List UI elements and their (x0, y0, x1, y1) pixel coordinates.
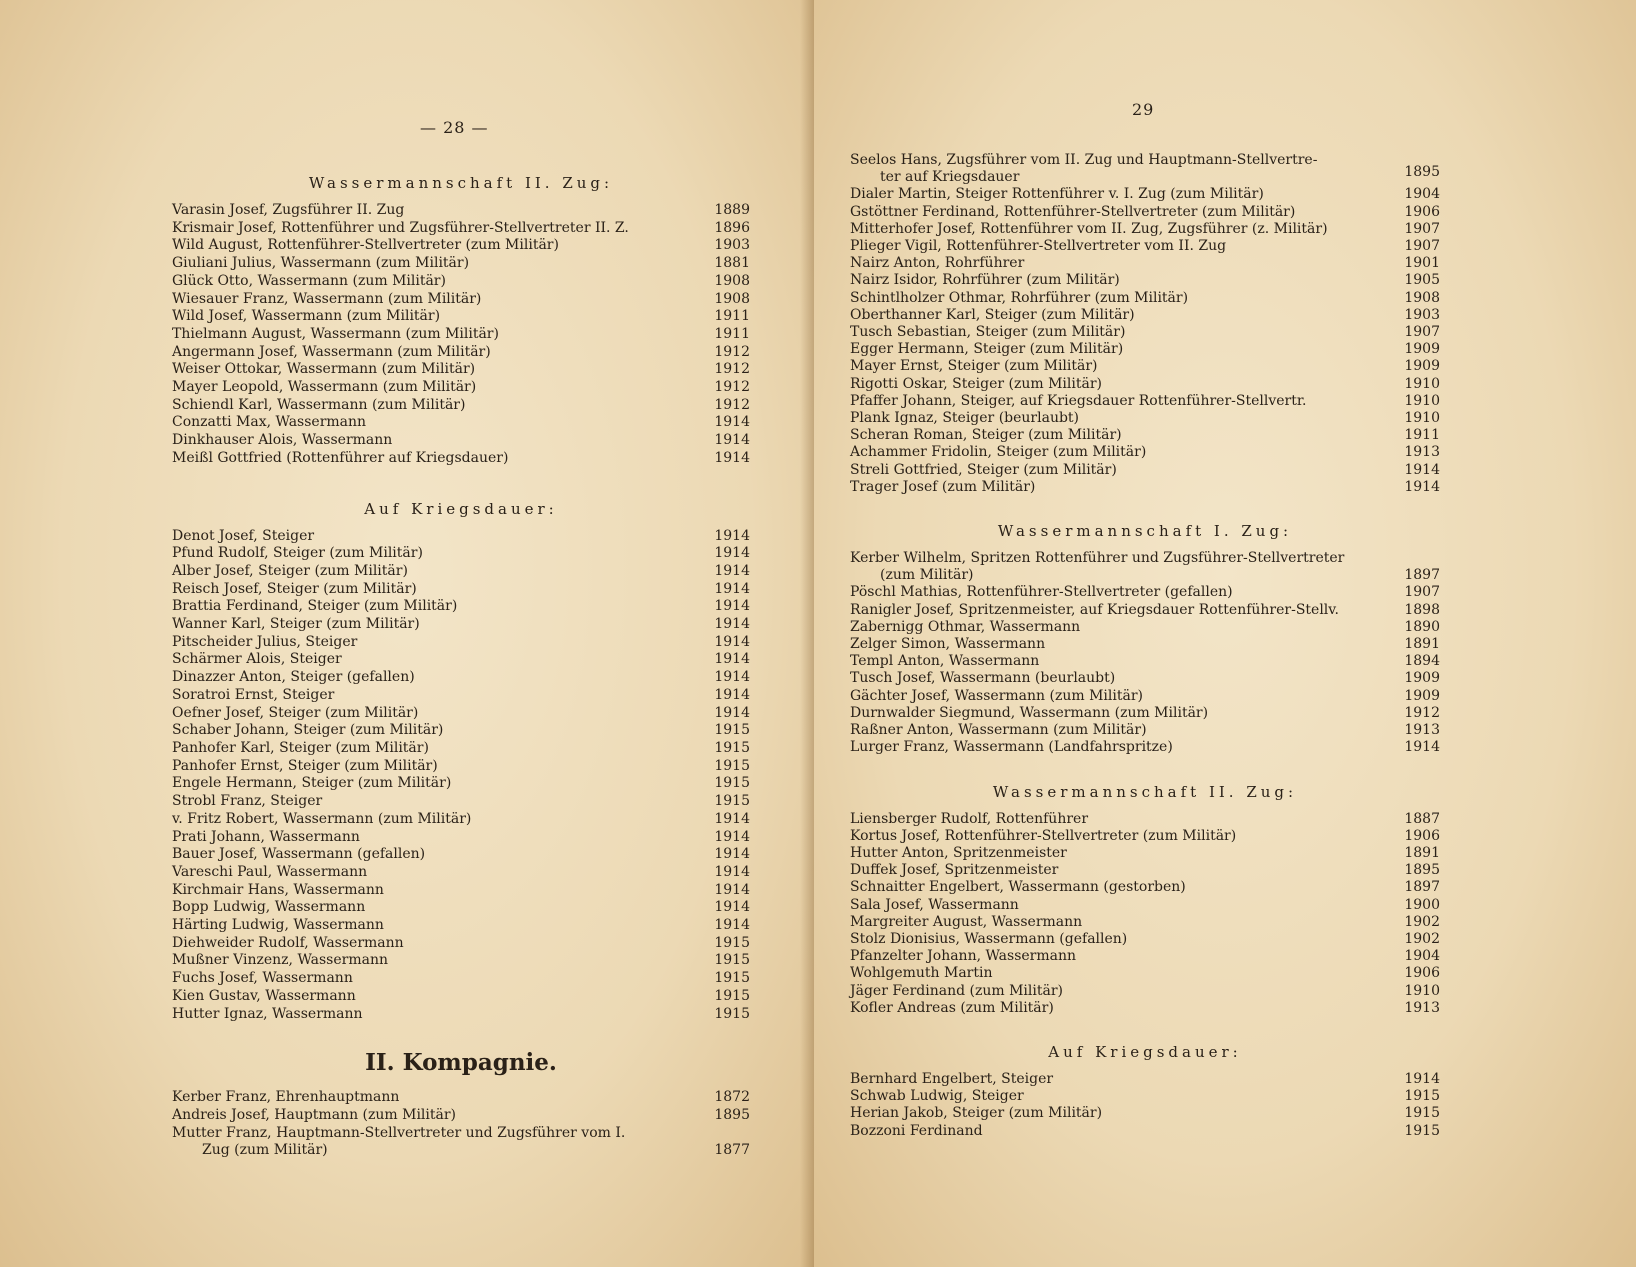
entry-year: 1914 (714, 881, 750, 898)
entry-year: 1914 (714, 863, 750, 880)
entry-year: 1912 (1404, 704, 1440, 721)
entry-name: Soratroi Ernst, Steiger (172, 686, 335, 703)
entry-name: Templ Anton, Wassermann (850, 653, 1040, 670)
entry-name: Kerber Franz, Ehrenhauptmann (172, 1089, 400, 1106)
list-item (172, 669, 750, 687)
entry-year: 1914 (714, 846, 750, 863)
entry-list (850, 811, 1440, 1017)
entry-year: 1914 (714, 810, 750, 827)
list-item (172, 793, 750, 811)
entry-name: Schiendl Karl, Wassermann (zum Militär) (172, 396, 466, 413)
entry-year: 1902 (1404, 930, 1440, 947)
list-item (172, 829, 750, 847)
list-item (850, 204, 1440, 221)
entry-name: Hutter Anton, Spritzenmeister (850, 844, 1067, 861)
list-item (850, 186, 1440, 203)
entry-name: Schwab Ludwig, Steiger (850, 1088, 1024, 1105)
list-item (850, 221, 1440, 238)
entry-year: 1914 (714, 414, 750, 431)
entry-name: Ranigler Josef, Spritzenmeister, auf Kriegsdauer Rottenführer-Stellv. (850, 601, 1339, 618)
entry-name: Jäger Ferdinand (zum Militär) (850, 982, 1063, 999)
entry-name: Meißl Gottfried (Rottenführer auf Kriegsdauer) (172, 449, 509, 466)
list-item (850, 619, 1440, 636)
entry-year: 1894 (1404, 653, 1440, 670)
entry-name: Panhofer Ernst, Steiger (zum Militär) (172, 757, 438, 774)
entry-name: Bernhard Engelbert, Steiger (850, 1070, 1054, 1087)
list-item (172, 846, 750, 864)
entry-year: 1911 (714, 308, 750, 325)
list-item (850, 1000, 1440, 1017)
entry-name: Egger Hermann, Steiger (zum Militär) (850, 341, 1124, 358)
list-item (172, 432, 750, 450)
entry-name: Schnaitter Engelbert, Wassermann (gestorben) (850, 879, 1186, 896)
entry-year: 1914 (1404, 461, 1440, 478)
list-item (850, 324, 1440, 341)
entry-list (850, 1071, 1440, 1140)
entry-year: 1914 (714, 633, 750, 650)
entry-name: Kerber Wilhelm, Spritzen Rottenführer und Zugsführer-Stellvertreter (zum Militär) (850, 550, 1345, 584)
entry-year: 1906 (1404, 827, 1440, 844)
list-item (172, 775, 750, 793)
entry-year: 1906 (1404, 965, 1440, 982)
list-item (172, 864, 750, 882)
left-page-content (172, 168, 750, 1160)
list-item (850, 931, 1440, 948)
entry-year: 1891 (1404, 844, 1440, 861)
entry-name: Mutter Franz, Hauptmann-Stellvertreter und Zugsführer vom I. Zug (zum Militär) (172, 1124, 626, 1159)
entry-name: Gstöttner Ferdinand, Rottenführer-Stellvertreter (zum Militär) (850, 203, 1296, 220)
entry-name: Gächter Josef, Wassermann (zum Militär) (850, 687, 1143, 704)
entry-year: 1905 (1404, 272, 1440, 289)
list-item (850, 1071, 1440, 1088)
list-item (172, 202, 750, 220)
entry-name: Prati Johann, Wassermann (172, 828, 360, 845)
entry-name: Angermann Josef, Wassermann (zum Militär) (172, 343, 491, 360)
list-item (850, 255, 1440, 272)
entry-year: 1915 (714, 775, 750, 792)
entry-name: Nairz Isidor, Rohrführer (zum Militär) (850, 272, 1120, 289)
list-item (850, 828, 1440, 845)
entry-name: Diehweider Rudolf, Wassermann (172, 934, 404, 951)
entry-year: 1907 (1404, 220, 1440, 237)
entry-year: 1912 (714, 396, 750, 413)
list-item (850, 376, 1440, 393)
entry-name: Kofler Andreas (zum Militär) (850, 999, 1054, 1016)
page-number: 29 (1132, 100, 1155, 119)
entry-year: 1914 (714, 545, 750, 562)
entry-name: Seelos Hans, Zugsführer vom II. Zug und Hauptmann-Stellvertre- ter auf Kriegsdauer (850, 152, 1318, 186)
entry-year: 1909 (1404, 358, 1440, 375)
list-item (172, 379, 750, 397)
entry-year: 1910 (1404, 375, 1440, 392)
list-item (172, 1006, 750, 1024)
entry-year: 1909 (1404, 670, 1440, 687)
entry-year: 1909 (1404, 687, 1440, 704)
list-item (172, 598, 750, 616)
entry-year: 1914 (714, 616, 750, 633)
entry-list (850, 186, 1440, 496)
entry-year: 1915 (1404, 1105, 1440, 1122)
entry-name: Oefner Josef, Steiger (zum Militär) (172, 704, 419, 721)
entry-year: 1910 (1404, 392, 1440, 409)
list-item (850, 341, 1440, 358)
entry-year: 1915 (714, 934, 750, 951)
entry-year: 1908 (714, 290, 750, 307)
list-item (172, 1107, 750, 1125)
list-item (172, 237, 750, 255)
entry-year: 1895 (1404, 862, 1440, 879)
entry-name: Kortus Josef, Rottenführer-Stellvertreter (zum Militär) (850, 827, 1237, 844)
entry-year: 1915 (714, 1005, 750, 1022)
entry-name: Wiesauer Franz, Wassermann (zum Militär) (172, 290, 482, 307)
entry-year: 1915 (1404, 1122, 1440, 1139)
entry-name: Dinkhauser Alois, Wassermann (172, 432, 393, 449)
entry-year: 1912 (714, 343, 750, 360)
entry-year: 1877 (714, 1141, 750, 1158)
list-item (850, 358, 1440, 375)
list-item (850, 479, 1440, 496)
entry-year: 1914 (714, 449, 750, 466)
entry-list (172, 202, 750, 468)
list-item (850, 290, 1440, 307)
entry-year: 1903 (1404, 306, 1440, 323)
entry-name: Schärmer Alois, Steiger (172, 651, 342, 668)
entry-year: 1889 (714, 202, 750, 218)
list-item (850, 584, 1440, 601)
list-item (850, 393, 1440, 410)
entry-year: 1900 (1404, 896, 1440, 913)
entry-name: Kien Gustav, Wassermann (172, 987, 356, 1004)
entry-name: Zabernigg Othmar, Wassermann (850, 618, 1081, 635)
entry-year: 1898 (1404, 601, 1440, 618)
entry-year: 1914 (714, 562, 750, 579)
entry-name: Fuchs Josef, Wassermann (172, 970, 353, 987)
list-item (850, 670, 1440, 687)
list-item (850, 965, 1440, 982)
entry-year: 1904 (1404, 186, 1440, 203)
entry-name: Schaber Johann, Steiger (zum Militär) (172, 722, 444, 739)
entry-name: Liensberger Rudolf, Rottenführer (850, 810, 1089, 827)
entry-name: Giuliani Julius, Wassermann (zum Militär) (172, 255, 470, 272)
entry-name: Scheran Roman, Steiger (zum Militär) (850, 427, 1122, 444)
list-item (172, 273, 750, 291)
entry-name: Denot Josef, Steiger (172, 527, 315, 544)
list-item (850, 653, 1440, 670)
list-item (172, 616, 750, 634)
entry-name: Bopp Ludwig, Wassermann (172, 899, 366, 916)
entry-name: Wild Josef, Wassermann (zum Militär) (172, 308, 441, 325)
list-item (850, 914, 1440, 931)
entry-name: Raßner Anton, Wassermann (zum Militär) (850, 722, 1147, 739)
list-item (850, 307, 1440, 324)
entry-year: 1914 (714, 704, 750, 721)
entry-name: Reisch Josef, Steiger (zum Militär) (172, 580, 417, 597)
entry-name: Conzatti Max, Wassermann (172, 414, 367, 431)
entry-name: Mußner Vinzenz, Wassermann (172, 952, 388, 969)
entry-name: Wanner Karl, Steiger (zum Militär) (172, 616, 420, 633)
list-item (850, 705, 1440, 722)
entry-year: 1914 (714, 899, 750, 916)
entry-year: 1914 (1404, 739, 1440, 756)
entry-year: 1903 (714, 237, 750, 254)
list-item (172, 882, 750, 900)
entry-name: Hutter Ignaz, Wassermann (172, 1005, 363, 1022)
entry-name: Sala Josef, Wassermann (850, 896, 1019, 913)
list-item (850, 410, 1440, 427)
list-item (850, 272, 1440, 289)
list-item (850, 722, 1440, 739)
entry-name: Varasin Josef, Zugsführer II. Zug (172, 202, 405, 218)
entry-year: 1901 (1404, 255, 1440, 272)
entry-name: Wild August, Rottenführer-Stellvertreter (zum Militär) (172, 237, 559, 254)
entry-year: 1909 (1404, 341, 1440, 358)
entry-year: 1907 (1404, 238, 1440, 255)
list-item (172, 326, 750, 344)
entry-year: 1890 (1404, 618, 1440, 635)
entry-name: Glück Otto, Wassermann (zum Militär) (172, 272, 446, 289)
entry-name: Weiser Ottokar, Wassermann (zum Militär) (172, 361, 476, 378)
section-title: Wassermannschaft II. Zug: (992, 782, 1298, 801)
entry-name: Stolz Dionisius, Wassermann (gefallen) (850, 930, 1128, 947)
entry-name: Tusch Sebastian, Steiger (zum Militär) (850, 324, 1126, 341)
list-item (172, 414, 750, 432)
list-item (172, 705, 750, 723)
entry-name: Bozzoni Ferdinand (850, 1122, 983, 1139)
entry-name: Plank Ignaz, Steiger (beurlaubt) (850, 410, 1080, 427)
entry-year: 1891 (1404, 636, 1440, 653)
list-item (850, 845, 1440, 862)
list-item (850, 238, 1440, 255)
entry-name: Thielmann August, Wassermann (zum Militär) (172, 325, 499, 342)
list-item (850, 862, 1440, 879)
entry-name: Panhofer Karl, Steiger (zum Militär) (172, 739, 429, 756)
entry-name: Dinazzer Anton, Steiger (gefallen) (172, 669, 415, 686)
list-item (172, 988, 750, 1006)
entry-year: 1915 (1404, 1088, 1440, 1105)
entry-year: 1914 (714, 527, 750, 544)
list-item (172, 740, 750, 758)
entry-year: 1908 (714, 272, 750, 289)
list-item (172, 899, 750, 917)
section-title: Wassermannschaft I. Zug: (997, 522, 1293, 541)
entry-year: 1914 (714, 686, 750, 703)
entry-name: Pfund Rudolf, Steiger (zum Militär) (172, 545, 423, 562)
list-item (850, 427, 1440, 444)
entry-year: 1895 (714, 1106, 750, 1123)
list-item (850, 879, 1440, 896)
entry-year: 1895 (1404, 164, 1440, 180)
section-title: Auf Kriegsdauer: (364, 499, 558, 518)
entry-year: 1896 (714, 219, 750, 236)
entry-name: Pitscheider Julius, Steiger (172, 633, 358, 650)
list-item (850, 602, 1440, 619)
list-item (172, 450, 750, 468)
entry-list (172, 528, 750, 1024)
entry-year: 1915 (714, 739, 750, 756)
list-item (850, 948, 1440, 965)
entry-year: 1887 (1404, 810, 1440, 827)
list-item (850, 811, 1440, 828)
entry-name: Engele Hermann, Steiger (zum Militär) (172, 775, 452, 792)
entry-list (172, 1089, 750, 1124)
list-item (850, 550, 1440, 584)
list-item (172, 528, 750, 546)
entry-name: Oberthanner Karl, Steiger (zum Militär) (850, 306, 1135, 323)
entry-year: 1913 (1404, 722, 1440, 739)
entry-name: v. Fritz Robert, Wassermann (zum Militär) (172, 810, 472, 827)
entry-year: 1915 (714, 757, 750, 774)
entry-name: Herian Jakob, Steiger (zum Militär) (850, 1105, 1103, 1122)
entry-year: 1914 (714, 598, 750, 615)
section-title: Wassermannschaft II. Zug: (308, 174, 614, 192)
entry-name: Mayer Ernst, Steiger (zum Militär) (850, 358, 1098, 375)
list-item (850, 897, 1440, 914)
list-item (172, 651, 750, 669)
entry-name: Pfaffer Johann, Steiger, auf Kriegsdauer Rottenführer-Stellvertr. (850, 392, 1307, 409)
entry-name: Mayer Leopold, Wassermann (zum Militär) (172, 379, 477, 396)
entry-name: Krismair Josef, Rottenführer und Zugsführer-Stellvertreter II. Z. (172, 219, 629, 236)
list-item (172, 545, 750, 563)
entry-name: Alber Josef, Steiger (zum Militär) (172, 562, 408, 579)
entry-year: 1914 (1404, 1070, 1440, 1087)
list-item (850, 1123, 1440, 1140)
entry-year: 1911 (1404, 427, 1440, 444)
list-item (172, 1089, 750, 1107)
entry-year: 1915 (714, 793, 750, 810)
entry-year: 1897 (1404, 879, 1440, 896)
list-item (850, 444, 1440, 461)
entry-name: Kirchmair Hans, Wassermann (172, 881, 384, 898)
list-item (172, 563, 750, 581)
list-item (850, 152, 1440, 186)
list-item (172, 758, 750, 776)
entry-name: Plieger Vigil, Rottenführer-Stellvertreter vom II. Zug (850, 238, 1227, 255)
entry-year: 1914 (1404, 478, 1440, 495)
entry-year: 1914 (714, 580, 750, 597)
entry-year: 1911 (714, 325, 750, 342)
entry-year: 1907 (1404, 584, 1440, 601)
list-item (172, 687, 750, 705)
list-item (172, 634, 750, 652)
entry-name: Rigotti Oskar, Steiger (zum Militär) (850, 375, 1102, 392)
list-item (172, 361, 750, 379)
list-item (172, 220, 750, 238)
entry-year: 1914 (714, 669, 750, 686)
entry-name: Härting Ludwig, Wassermann (172, 917, 384, 934)
entry-name: Wohlgemuth Martin (850, 965, 993, 982)
entry-year: 1912 (714, 379, 750, 396)
entry-name: Trager Josef (zum Militär) (850, 478, 1036, 495)
entry-year: 1915 (714, 722, 750, 739)
list-item (850, 739, 1440, 756)
list-item (172, 1125, 750, 1160)
entry-year: 1906 (1404, 203, 1440, 220)
list-item (850, 1105, 1440, 1122)
entry-name: Lurger Franz, Wassermann (Landfahrspritze) (850, 739, 1173, 756)
entry-name: Dialer Martin, Steiger Rottenführer v. I. Zug (zum Militär) (850, 186, 1264, 203)
list-item (850, 1088, 1440, 1105)
entry-name: Pöschl Mathias, Rottenführer-Stellvertreter (gefallen) (850, 584, 1233, 601)
entry-name: Streli Gottfried, Steiger (zum Militär) (850, 461, 1117, 478)
entry-year: 1897 (1404, 567, 1440, 584)
entry-year: 1915 (714, 952, 750, 969)
list-item (172, 581, 750, 599)
list-item (172, 952, 750, 970)
list-item (172, 722, 750, 740)
right-page (814, 0, 1636, 1267)
entry-year: 1915 (714, 970, 750, 987)
entry-year: 1914 (714, 828, 750, 845)
page-number: — 28 — (420, 118, 489, 137)
entry-year: 1914 (714, 651, 750, 668)
list-item (172, 811, 750, 829)
entry-year: 1904 (1404, 948, 1440, 965)
entry-name: Schintlholzer Othmar, Rohrführer (zum Militär) (850, 289, 1189, 306)
entry-list (850, 584, 1440, 756)
entry-year: 1907 (1404, 324, 1440, 341)
right-page-content (850, 152, 1440, 1140)
entry-year: 1902 (1404, 913, 1440, 930)
entry-name: Nairz Anton, Rohrführer (850, 255, 1025, 272)
list-item (172, 308, 750, 326)
entry-year: 1915 (714, 987, 750, 1004)
entry-year: 1912 (714, 361, 750, 378)
entry-year: 1910 (1404, 982, 1440, 999)
list-item (172, 917, 750, 935)
list-item (850, 636, 1440, 653)
list-item (850, 983, 1440, 1000)
entry-year: 1908 (1404, 289, 1440, 306)
entry-name: Duffek Josef, Spritzenmeister (850, 862, 1059, 879)
entry-name: Zelger Simon, Wassermann (850, 636, 1046, 653)
list-item (172, 291, 750, 309)
list-item (172, 397, 750, 415)
entry-name: Durnwalder Siegmund, Wassermann (zum Militär) (850, 704, 1209, 721)
entry-year: 1872 (714, 1089, 750, 1106)
entry-name: Andreis Josef, Hauptmann (zum Militär) (172, 1106, 457, 1123)
entry-year: 1914 (714, 917, 750, 934)
company-heading: II. Kompagnie. (365, 1049, 557, 1077)
entry-year: 1913 (1404, 444, 1440, 461)
entry-name: Pfanzelter Johann, Wassermann (850, 948, 1077, 965)
entry-name: Bauer Josef, Wassermann (gefallen) (172, 846, 426, 863)
entry-name: Mitterhofer Josef, Rottenführer vom II. Zug, Zugsführer (z. Militär) (850, 220, 1328, 237)
entry-name: Achammer Fridolin, Steiger (zum Militär) (850, 444, 1147, 461)
list-item (172, 935, 750, 953)
entry-name: Margreiter August, Wassermann (850, 913, 1083, 930)
entry-name: Strobl Franz, Steiger (172, 793, 323, 810)
entry-year: 1910 (1404, 410, 1440, 427)
entry-year: 1914 (714, 432, 750, 449)
entry-year: 1913 (1404, 999, 1440, 1016)
list-item (850, 688, 1440, 705)
entry-name: Brattia Ferdinand, Steiger (zum Militär) (172, 598, 458, 615)
list-item (172, 970, 750, 988)
list-item (172, 344, 750, 362)
entry-year: 1881 (714, 255, 750, 272)
section-title: Auf Kriegsdauer: (1048, 1042, 1242, 1061)
list-item (850, 462, 1440, 479)
list-item (172, 255, 750, 273)
entry-name: Vareschi Paul, Wassermann (172, 863, 368, 880)
entry-name: Tusch Josef, Wassermann (beurlaubt) (850, 670, 1116, 687)
left-page (0, 0, 814, 1267)
